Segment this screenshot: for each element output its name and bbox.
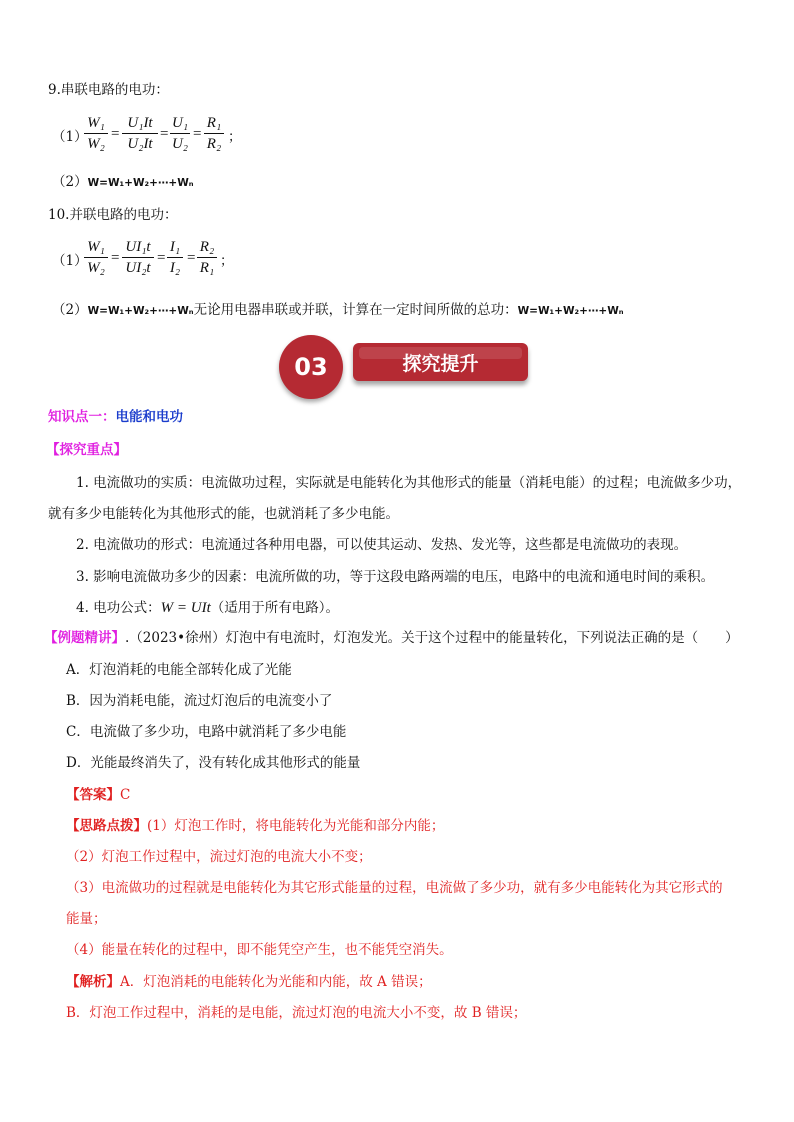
answer: 【答案】C (66, 787, 131, 803)
key-point-3: 3. 影响电流做功多少的因素：电流所做的功，等于这段电路两端的电压，电路中的电流和通电时间的乘积。 (76, 569, 715, 585)
section-9-title: 9.串联电路的电功： (48, 82, 169, 98)
key-point-2: 2. 电流做功的形式：电流通过各种用电器，可以使其运动、发热、发光等，这些都是电流做功的表现。 (76, 537, 688, 553)
equals-sign: = (111, 126, 120, 142)
hint-2: （2）灯泡工作过程中，流过灯泡的电流大小不变； (66, 849, 372, 865)
fraction: $\frac{\text{UI₁t}}{\text{UI₂t}}$ (122, 238, 154, 278)
key-point-4: 4. 电功公式：W = UIt（适用于所有电路）。 (76, 600, 340, 616)
option-c: C．电流做了多少功，电路中就消耗了多少电能 (66, 724, 347, 740)
equals-sign: = (193, 126, 202, 142)
fraction: $\frac{\text{W₁}}{\text{W₂}}$ (84, 238, 108, 278)
key-point-1-cont: 就有多少电能转化为其他形式的能，也就消耗了多少电能。 (48, 506, 399, 522)
formula-total-work: W=W₁+W₂+⋯+Wₙ (87, 305, 194, 317)
formula-work: W = UIt (160, 600, 211, 616)
fraction: $\frac{\text{U₁It}}{\text{U₂It}}$ (122, 114, 158, 154)
knowledge-point-heading: 知识点一：电能和电功 (48, 409, 183, 425)
hint-4: （4）能量在转化的过程中，即不能凭空产生，也不能凭空消失。 (66, 942, 453, 958)
formula-total-work: W=W₁+W₂+⋯+Wₙ (517, 305, 624, 317)
option-d: D．光能最终消失了，没有转化成其他形式的能量 (66, 755, 361, 771)
equals-sign: = (160, 126, 169, 142)
banner-highlight (359, 347, 522, 359)
analysis-2: B．灯泡工作过程中，消耗的是电能，流过灯泡的电流大小不变，故 B 错误； (66, 1005, 527, 1021)
analysis-1: 【解析】A．灯泡消耗的电能转化为光能和内能，故 A 错误； (66, 974, 432, 990)
formula-total-work: W=W₁+W₂+⋯+Wₙ (87, 177, 194, 189)
fraction: $\frac{\text{I₁}}{\text{I₂}}$ (167, 238, 183, 278)
hint-1: 【思路点拨】(1）灯泡工作时，将电能转化为光能和部分内能； (66, 818, 445, 834)
option-b: B．因为消耗电能，流过灯泡后的电流变小了 (66, 693, 333, 709)
equals-sign: = (111, 250, 120, 266)
fraction: $\frac{\text{R₂}}{\text{R₁}}$ (197, 238, 217, 278)
equals-sign: = (157, 250, 166, 266)
section-10-item2: （2）W=W₁+W₂+⋯+Wₙ无论用电器串联或并联，计算在一定时间所做的总功：W=W₁+W₂+⋯+Wₙ (52, 302, 624, 318)
section-9-item1-label: （1） (52, 129, 88, 145)
fraction: $\frac{\text{R₁}}{\text{R₂}}$ (204, 114, 224, 154)
key-points-header: 【探究重点】 (46, 442, 127, 458)
equals-sign: = (187, 250, 196, 266)
section-9-item2: （2）W=W₁+W₂+⋯+Wₙ (52, 174, 194, 190)
option-a: A．灯泡消耗的电能全部转化成了光能 (66, 662, 292, 678)
section-10-item1-label: （1） (52, 253, 88, 269)
section-10-title: 10.并联电路的电功： (48, 207, 178, 223)
hint-3-cont: 能量； (66, 911, 107, 927)
fraction: $\frac{\text{W₁}}{\text{W₂}}$ (84, 114, 108, 154)
key-point-1: 1. 电流做功的实质：电流做功过程，实际就是电能转化为其他形式的能量（消耗电能）的过程；电流做多少功， (76, 475, 742, 491)
fraction: $\frac{\text{U₁}}{\text{U₂}}$ (171, 115, 189, 152)
hint-3: （3）电流做功的过程就是电能转化为其它形式能量的过程，电流做了多少功，就有多少电能转化为其它形式的 (66, 880, 723, 896)
example-question: 【例题精讲】.（2023•徐州）灯泡中有电流时，灯泡发光。关于这个过程中的能量转化，下列说法正确的是（ ） (44, 630, 739, 646)
section-title-banner: 探究提升 (353, 343, 528, 381)
section-number-badge: 03 (279, 335, 343, 399)
